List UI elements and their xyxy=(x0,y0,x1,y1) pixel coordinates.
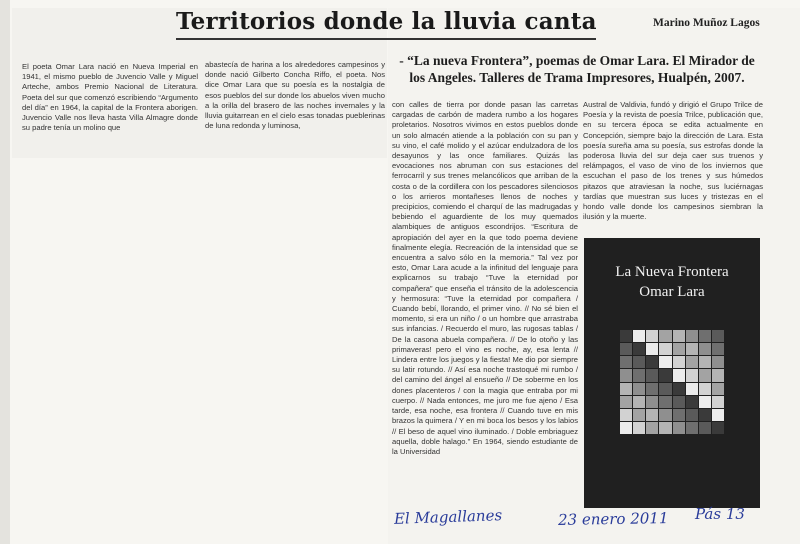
book-cover-author: Omar Lara xyxy=(639,284,705,300)
quilt-patch xyxy=(699,356,711,368)
quilt-patch xyxy=(620,422,632,434)
quilt-patch xyxy=(712,330,724,342)
quilt-patch xyxy=(686,369,698,381)
text-column-3: con calles de tierra por donde pasan las carretas cargadas de carbón de madera rumbo a los hogares proletarios. Nosotros vivimos en estos pueblos donde un solo almacén atiende a la población con su pan y su vino, el café molido y el azúcar endulzadora de los desayunos y las once familiares. Quizás las evocaciones nos abruman con sus estaciones del ferrocarril y sus trenes melancólicos que arriban de la costa o de la cordillera con los pescadores silenciosos o los arrieros montañeses llenos de noches y precipicios, comiendo el charquí de las madrugadas y bebiendo el aguardiente de los muy quemados alambiques de antiguos escondrijos. “Escritura de apropiación del ayer en la que todo poema deviene finalmente elegía. Recreación de la intensidad que se encuentra a salvo sólo en la memoria.” Tal vez por esto, Omar Lara acude a la infinitud del lenguaje para explicarnos su trabajo “Tuve la eternidad por compañera” que enseña el tránsito de la adolescencia y hermosura: “Tuve la eternidad por compañera / Cuando bebí, llorando, el primer vino. // No sé bien el momento, si era un niño / o un hombre que arrastraba sus infancias. / Recuerdo el muro, las rugosas tablas / De la casona abuela compañera. // De lo otoño y las primaveras! pero el vino es noche, ay, esa lenta // Lindera entre los juegos y la fiesta! Me dio por siempre su latir rotundo. // Así esa noche trastoqué mi rumbo / del camino del ángel al ensueño // De soberme en los dones placenteros / con la magia que entraba por mi cuerpo. // Nada entonces, me juro me fue ajeno / Esa tarde, esa noche, esa frontera // Cuando tuve en mis brazos la quimera / Y en mi boca los besos y los labios // El beso de aquel vino iluminado. / Doble embriaguez aquella, doble halago.” En 1964, siendo estudiante de la Universidad xyxy=(392,100,578,456)
quilt-patch xyxy=(686,409,698,421)
quilt-patch xyxy=(712,383,724,395)
quilt-patch xyxy=(659,343,671,355)
quilt-patch xyxy=(712,409,724,421)
text-column-4: Austral de Valdivia, fundó y dirigió el Grupo Trilce de Poesía y la revista de poesía Trilce, publicación que, en su tercera época se edita actualmente en Concepción, siempre bajo la dirección de Lara. Esta poesía sureña ama su poesía, sus estrofas donde la poderosa lluvia del sur deja caer sus truenos y relámpagos, el vaso de vino de los inviernos que escuchan el paso de los trenes y sus húmedos pitazos que atraviesan la noche, sus luciérnagas tardías que muestran sus luces y tristezas en el hondo valle donde los campesinos siembran la ilusión y la muerte. xyxy=(583,100,763,222)
article-subtitle: - “La nueva Frontera”, poemas de Omar Lara. El Mirador de los Angeles. Talleres de Trama Impresores, Hualpén, 2007. xyxy=(399,53,755,85)
quilt-patch xyxy=(633,343,645,355)
quilt-patch xyxy=(673,409,685,421)
author-byline: Marino Muñoz Lagos xyxy=(653,17,760,29)
quilt-patch xyxy=(620,330,632,342)
quilt-patch xyxy=(686,396,698,408)
quilt-patch xyxy=(620,409,632,421)
quilt-patch xyxy=(620,369,632,381)
quilt-patch xyxy=(659,330,671,342)
quilt-patch xyxy=(646,422,658,434)
handwritten-date: 23 enero 2011 xyxy=(557,509,669,529)
quilt-patch xyxy=(659,356,671,368)
quilt-patch xyxy=(673,330,685,342)
quilt-patch xyxy=(686,343,698,355)
quilt-patch xyxy=(633,369,645,381)
quilt-patch xyxy=(633,383,645,395)
quilt-patch xyxy=(646,409,658,421)
book-cover-title: La Nueva Frontera xyxy=(615,264,729,280)
quilt-patch xyxy=(633,330,645,342)
text-column-1: El poeta Omar Lara nació en Nueva Imperial en 1941, el mismo pueblo de Juvencio Valle y Miguel Arteche, ambos Premio Nacional de Literatura. Poeta del sur que comenzó escribiendo “Argumento del día” en 1964, la capital de la Frontera aborigen. Juvencio Valle nos lleva hasta Villa Almagre donde su padre tenía un molino que xyxy=(22,62,198,133)
quilt-patch xyxy=(699,369,711,381)
quilt-patch xyxy=(673,343,685,355)
quilt-patch xyxy=(620,396,632,408)
quilt-patch xyxy=(659,422,671,434)
quilt-patch xyxy=(712,369,724,381)
quilt-patch xyxy=(659,396,671,408)
quilt-patch xyxy=(712,343,724,355)
quilt-patch xyxy=(673,396,685,408)
article-title: Territorios donde la lluvia canta xyxy=(176,8,597,35)
quilt-patch xyxy=(686,422,698,434)
quilt-patch xyxy=(633,409,645,421)
quilt-patch xyxy=(646,383,658,395)
quilt-patch xyxy=(699,396,711,408)
quilt-patch xyxy=(620,383,632,395)
quilt-patch xyxy=(712,422,724,434)
quilt-patch xyxy=(633,356,645,368)
quilt-patch xyxy=(659,369,671,381)
book-cover-image xyxy=(584,238,760,508)
quilt-patch xyxy=(659,409,671,421)
quilt-patch xyxy=(673,356,685,368)
quilt-patch xyxy=(673,369,685,381)
quilt-patch xyxy=(659,383,671,395)
quilt-patch xyxy=(646,330,658,342)
quilt-patch xyxy=(686,356,698,368)
quilt-patch xyxy=(673,422,685,434)
quilt-patch xyxy=(646,396,658,408)
title-underline xyxy=(176,38,596,40)
text-column-2: abastecía de harina a los alrededores campesinos y donde nació Gilberto Concha Riffo, el poeta. Nos dice Omar Lara que su poesía es la nostalgia de esos pueblos del sur donde los abuelos viven mucho a la orilla del brasero de las noches invernales y la lluvia guitarrean en el cielo esas tonadas pueblerinas de luna redonda y luminosa, xyxy=(205,60,385,131)
quilt-patch xyxy=(686,383,698,395)
handwritten-source: El Magallanes xyxy=(393,506,503,528)
quilt-patch xyxy=(712,396,724,408)
quilt-patch xyxy=(712,356,724,368)
handwritten-page: Pás 13 xyxy=(695,505,745,523)
book-cover-quilt-art xyxy=(620,330,724,434)
quilt-patch xyxy=(646,369,658,381)
quilt-patch xyxy=(699,343,711,355)
quilt-patch xyxy=(633,396,645,408)
quilt-patch xyxy=(633,422,645,434)
quilt-patch xyxy=(699,422,711,434)
quilt-patch xyxy=(646,356,658,368)
quilt-patch xyxy=(699,330,711,342)
scan-edge xyxy=(0,0,10,544)
quilt-patch xyxy=(646,343,658,355)
quilt-patch xyxy=(620,356,632,368)
quilt-patch xyxy=(673,383,685,395)
quilt-patch xyxy=(699,383,711,395)
quilt-patch xyxy=(699,409,711,421)
quilt-patch xyxy=(686,330,698,342)
quilt-patch xyxy=(620,343,632,355)
